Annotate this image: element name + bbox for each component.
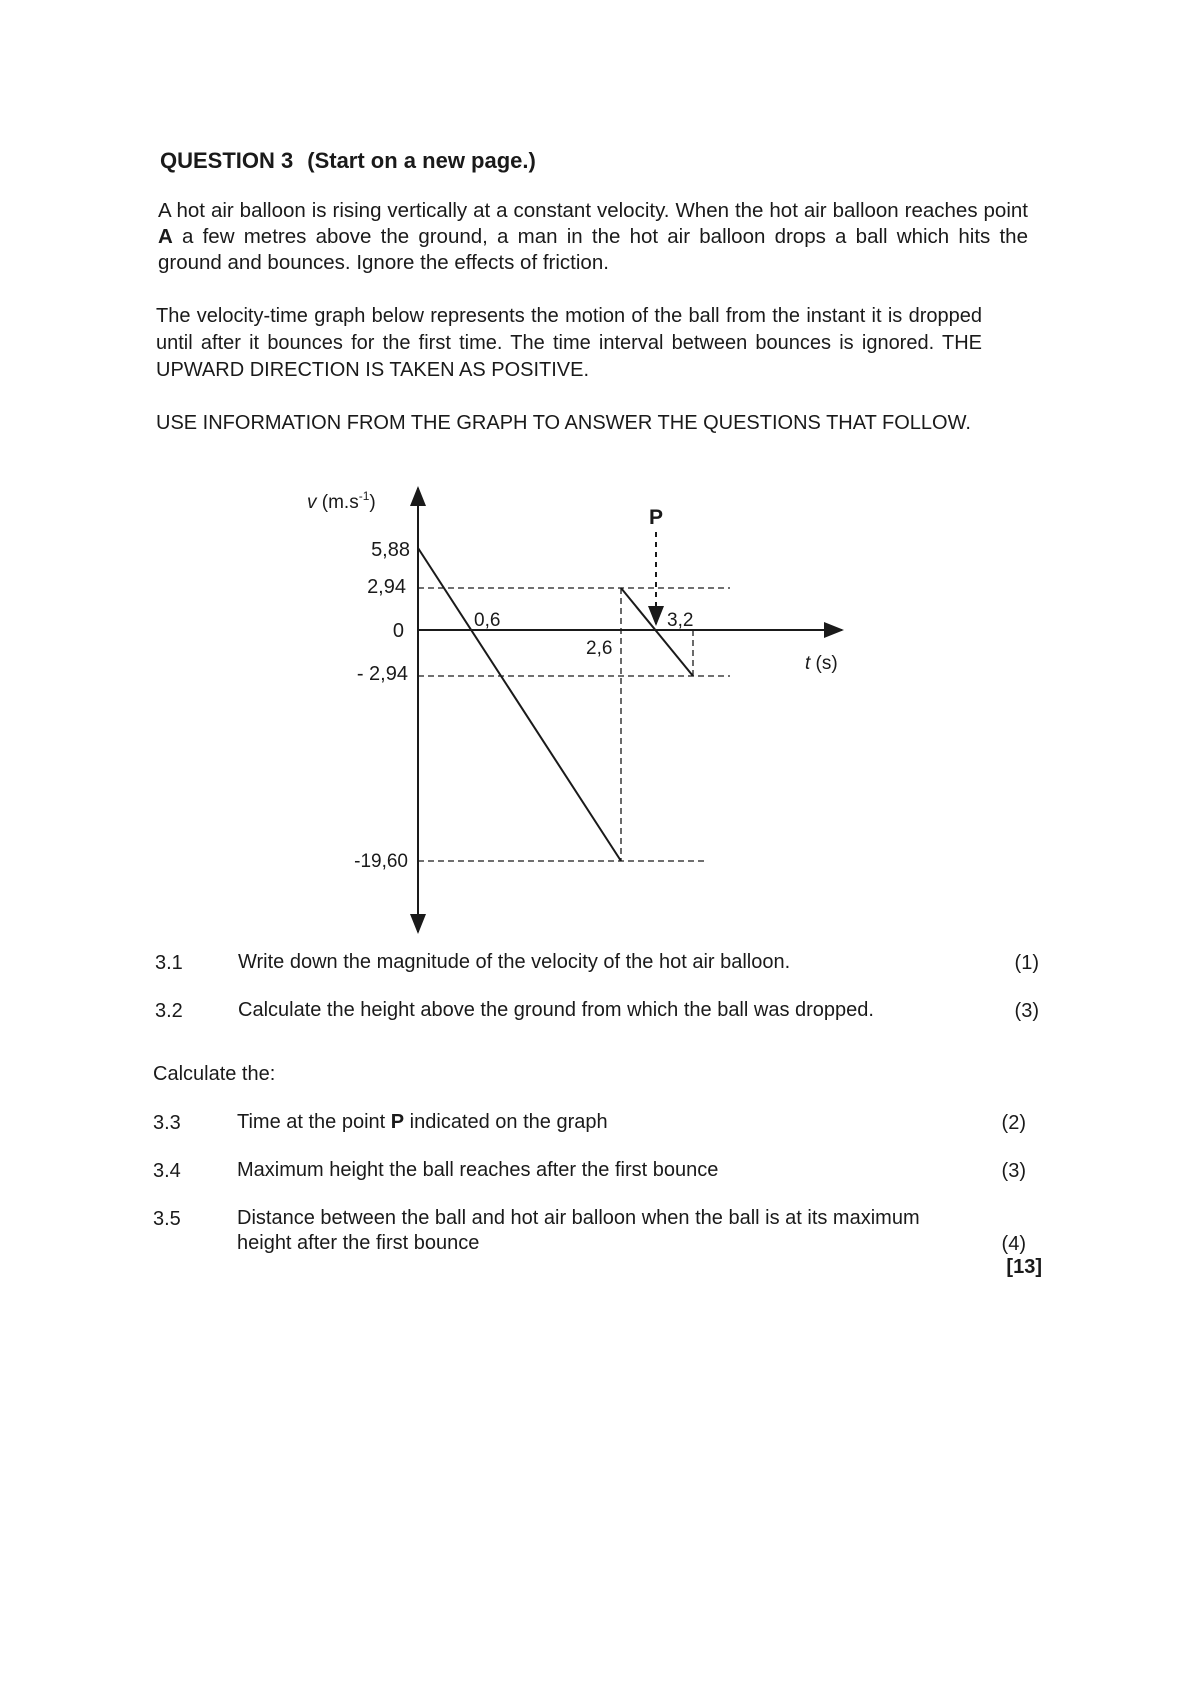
intro-text-2: a few metres above the ground, a man in the hot air balloon drops a ball which hits the ground and bounces. Ignore the effects of friction. [158,225,1028,274]
x-axis-label: t (s) [805,653,838,674]
question-text: Time at the point P indicated on the graph [237,1111,608,1133]
x-label: 3,2 [667,610,694,631]
y-tick-label: - 2,94 [356,663,408,685]
y-tick-label: -19,60 [354,851,408,872]
question-text: Write down the magnitude of the velocity of the hot air balloon. [238,951,791,973]
question-number: 3.5 [153,1208,181,1230]
question-total: [13] [1006,1256,1042,1278]
question-title: QUESTION 3 [160,148,294,173]
intro-point-label: A [158,225,173,248]
question-marks: (1) [1014,952,1039,974]
y-tick-label: 0 [392,620,404,642]
question-marks: (3) [1001,1160,1026,1182]
question-text: Calculate the height above the ground from which the ball was dropped. [238,999,874,1021]
question-instruction: (Start on a new page.) [307,148,536,173]
use-info-instruction: USE INFORMATION FROM THE GRAPH TO ANSWER THE QUESTIONS THAT FOLLOW. [156,412,971,434]
graph-description: The velocity-time graph below represents the motion of the ball from the instant it is dropped until after it bounces for the first time. The time interval between bounces is ignored. THE UPWARD DIRECTION IS TAKEN AS POSITIVE. [156,305,982,381]
y-axis-label: v $(m.s^{-1})$ [307,489,376,513]
intro-text-1: A hot air balloon is rising vertically at a constant velocity. When the hot air balloon reaches point [158,199,1028,222]
question-number: 3.2 [155,1000,183,1022]
question-text: Maximum height the ball reaches after the first bounce [237,1159,719,1181]
y-tick-label: 5,88 [371,539,410,561]
series-line-bounce [621,588,693,676]
point-p-label: P [648,506,664,529]
question-marks: (4) [1001,1233,1026,1255]
x-label: 2,6 [586,638,613,659]
question-text: Distance between the ball and hot air balloon when the ball is at its maximum height after the first bounce [237,1207,920,1254]
question-number: 3.4 [153,1160,181,1182]
question-marks: (3) [1014,1000,1039,1022]
question-number: 3.1 [155,952,183,974]
question-number: 3.3 [153,1112,181,1134]
series-line-fall [418,548,621,861]
calculate-the-label: Calculate the: [153,1063,276,1085]
x-label: 0,6 [474,610,501,631]
question-marks: (2) [1001,1112,1026,1134]
y-tick-label: 2,94 [367,576,406,598]
